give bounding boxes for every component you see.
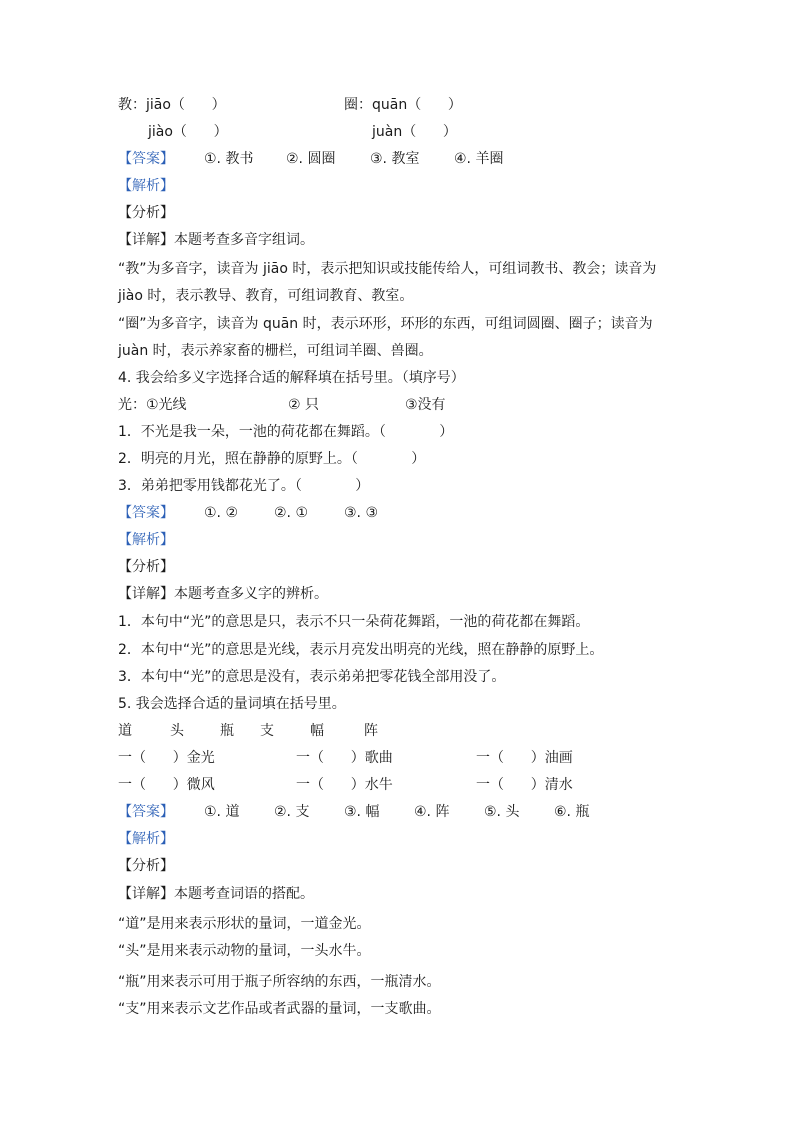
q4-item-2: 2．明亮的月光，照在静静的原野上。（ ）: [118, 451, 426, 467]
q4-item-3: 3．弟弟把零用钱都花光了。（ ）: [118, 478, 370, 494]
q4-fenxi: 【分析】: [118, 559, 174, 575]
q3-line-2: jiào 时，表示教导、教育，可组词教育、教室。: [118, 288, 414, 304]
q5-answer-3: ③. 幅: [344, 804, 380, 820]
q3-line-4: juàn 时，表示养家畜的栅栏，可组词羊圈、兽圈。: [118, 343, 433, 359]
q5-answer-1: ①. 道: [204, 804, 240, 820]
q5-fenxi: 【分析】: [118, 858, 174, 874]
q3-answer-2: ②. 圆圈: [286, 151, 336, 167]
q4-jiexi: 【解析】: [118, 532, 174, 548]
q3-fenxi: 【分析】: [118, 205, 174, 221]
q5-row-1: [118, 748, 573, 768]
q5-word-4: 支: [260, 723, 274, 739]
q3-line-3: “圈”为多音字，读音为 quān 时，表示环形，环形的东西，可组词圆圈、圈子；读音为: [118, 316, 653, 332]
q4-detail: 【详解】本题考查多义字的辨析。: [118, 586, 328, 602]
q3-row2: [118, 122, 457, 142]
q4-line-3: 3．本句中“光”的意思是没有，表示弟弟把零花钱全部用没了。: [118, 669, 506, 685]
q5-row1-item-3: 一（ ）油画: [476, 750, 573, 766]
q5-answer-row: [118, 802, 590, 822]
q5-row1-item-1: 一（ ）金光: [118, 750, 215, 766]
q5-line-3: “瓶”用来表示可用于瓶子所容纳的东西，一瓶清水。: [118, 974, 441, 990]
q3-answer-3: ③. 教室: [370, 151, 420, 167]
q4-answer-1: ①. ②: [204, 505, 239, 521]
q5-jiexi: 【解析】: [118, 831, 174, 847]
q4-title: 4. 我会给多义字选择合适的解释填在括号里。（填序号）: [118, 370, 465, 386]
q4-answer-label: 【答案】: [118, 505, 174, 521]
q4-line-2: 2．本句中“光”的意思是光线，表示月亮发出明亮的光线，照在静静的原野上。: [118, 642, 604, 658]
q4-option-3: ③没有: [405, 397, 446, 413]
q5-words: [118, 721, 378, 741]
q3-row1-right: 圈：quān（ ）: [344, 97, 462, 113]
q3-line-1: “教”为多音字，读音为 jiāo 时，表示把知识或技能传给人，可组词教书、教会；读音为: [118, 261, 657, 277]
q4-option-2: ② 只: [288, 397, 320, 413]
q5-line-2: “头”是用来表示动物的量词，一头水牛。: [118, 943, 371, 959]
q3-detail: 【详解】本题考查多音字组词。: [118, 232, 314, 248]
q5-answer-4: ④. 阵: [414, 804, 450, 820]
q3-answer-row: [118, 149, 504, 169]
q5-detail: 【详解】本题考查词语的搭配。: [118, 886, 314, 902]
q3-answer-4: ④. 羊圈: [454, 151, 504, 167]
q5-row1-item-2: 一（ ）歌曲: [296, 750, 393, 766]
q4-answer-row: [118, 503, 379, 523]
q5-row2-item-3: 一（ ）清水: [476, 777, 573, 793]
q3-row1: [118, 95, 462, 115]
q5-answer-6: ⑥. 瓶: [554, 804, 590, 820]
q5-title: 5. 我会选择合适的量词填在括号里。: [118, 696, 346, 712]
q3-answer-1: ①. 教书: [204, 151, 254, 167]
q3-row2-left: jiào（ ）: [148, 124, 228, 140]
q5-row-2: [118, 775, 573, 795]
q5-answer-2: ②. 支: [274, 804, 310, 820]
q4-option-1: 光：①光线: [118, 397, 187, 413]
q3-row2-right: juàn（ ）: [372, 124, 457, 140]
q5-row2-item-2: 一（ ）水牛: [296, 777, 393, 793]
q5-row2-item-1: 一（ ）微风: [118, 777, 215, 793]
q5-word-1: 道: [118, 723, 132, 739]
q4-line-1: 1．本句中“光”的意思是只，表示不只一朵荷花舞蹈，一池的荷花都在舞蹈。: [118, 614, 590, 630]
q4-item-1: 1．不光是我一朵，一池的荷花都在舞蹈。（ ）: [118, 424, 454, 440]
q5-line-4: “支”用来表示文艺作品或者武器的量词，一支歌曲。: [118, 1001, 441, 1017]
q3-jiexi: 【解析】: [118, 178, 174, 194]
q5-word-2: 头: [170, 723, 184, 739]
q3-answer-label: 【答案】: [118, 151, 174, 167]
q3-row1-left: 教：jiāo（ ）: [118, 97, 226, 113]
q5-word-6: 阵: [364, 723, 378, 739]
q5-answer-5: ⑤. 头: [484, 804, 520, 820]
q5-word-3: 瓶: [220, 723, 234, 739]
q4-answer-2: ②. ①: [274, 505, 309, 521]
q5-line-1: “道”是用来表示形状的量词，一道金光。: [118, 916, 371, 932]
q5-word-5: 幅: [310, 723, 324, 739]
q4-answer-3: ③. ③: [344, 505, 379, 521]
q4-options: [118, 395, 446, 415]
q5-answer-label: 【答案】: [118, 804, 174, 820]
